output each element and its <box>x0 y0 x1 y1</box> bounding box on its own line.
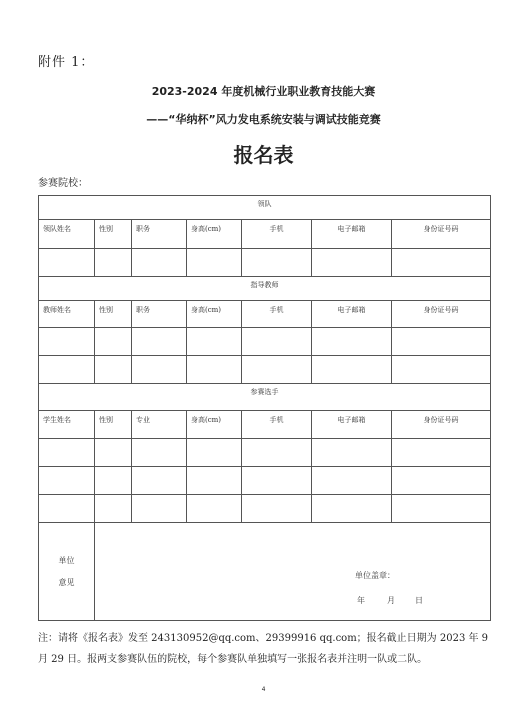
teacher-email-cell[interactable] <box>312 328 392 356</box>
player-id-cell[interactable] <box>392 467 491 495</box>
column-header: 身高(cm) <box>187 411 242 439</box>
column-header: 领队姓名 <box>39 220 95 249</box>
player-id-cell[interactable] <box>392 495 491 523</box>
teacher-name-cell[interactable] <box>39 356 95 384</box>
player-email-cell[interactable] <box>312 467 392 495</box>
teacher-phone-cell[interactable] <box>242 328 312 356</box>
leader-name-cell[interactable] <box>39 249 95 277</box>
attachment-label: 附件 1： <box>38 55 95 70</box>
form-title: 报名表 <box>233 143 294 167</box>
column-header: 电子邮箱 <box>312 301 392 328</box>
column-header: 学生姓名 <box>39 411 95 439</box>
teacher-gender-cell[interactable] <box>95 328 132 356</box>
leader-id-cell[interactable] <box>392 249 491 277</box>
date-year: 年 <box>357 596 365 605</box>
player-height-cell[interactable] <box>187 467 242 495</box>
player-name-cell[interactable] <box>39 495 95 523</box>
table-header-row <box>39 411 491 439</box>
section-leader-title: 领队 <box>39 196 491 220</box>
table-header-row <box>39 220 491 249</box>
player-gender-cell[interactable] <box>95 495 132 523</box>
table-row <box>39 495 491 523</box>
player-id-cell[interactable] <box>392 439 491 467</box>
competition-subtitle: ——“华纳杯”风力发电系统安装与调试技能竞赛 <box>146 113 381 126</box>
player-phone-cell[interactable] <box>242 467 312 495</box>
date-month: 月 <box>387 596 395 605</box>
footnote: 注：请将《报名表》发至 243130952@qq.com、29399916 qq.com；报名截止日期为 2023 年 9 月 29 日。报两支参赛队伍的院校，每个参赛队单独填写一张报名表并注明一队或二队。 <box>38 633 489 665</box>
teacher-position-cell[interactable] <box>132 356 187 384</box>
seal-label: 单位盖章： <box>355 571 395 580</box>
opinion-label-line2: 意见 <box>58 577 75 587</box>
page-number: 4 <box>261 686 266 693</box>
player-gender-cell[interactable] <box>95 439 132 467</box>
leader-phone-cell[interactable] <box>242 249 312 277</box>
school-label: 参赛院校： <box>38 178 88 189</box>
column-header: 性别 <box>95 411 132 439</box>
column-header: 身份证号码 <box>392 301 491 328</box>
table-row <box>39 328 491 356</box>
player-name-cell[interactable] <box>39 439 95 467</box>
teacher-position-cell[interactable] <box>132 328 187 356</box>
column-header: 专业 <box>132 411 187 439</box>
teacher-phone-cell[interactable] <box>242 356 312 384</box>
column-header: 电子邮箱 <box>312 411 392 439</box>
teacher-name-cell[interactable] <box>39 328 95 356</box>
player-height-cell[interactable] <box>187 439 242 467</box>
teacher-height-cell[interactable] <box>187 356 242 384</box>
column-header: 职务 <box>132 220 187 249</box>
table-row <box>39 467 491 495</box>
column-header: 手机 <box>242 220 312 249</box>
registration-table <box>38 195 491 621</box>
leader-email-cell[interactable] <box>312 249 392 277</box>
column-header: 身高(cm) <box>187 220 242 249</box>
table-row <box>39 249 491 277</box>
column-header: 性别 <box>95 220 132 249</box>
section-player-title: 参赛选手 <box>39 384 491 411</box>
leader-position-cell[interactable] <box>132 249 187 277</box>
column-header: 电子邮箱 <box>312 220 392 249</box>
column-header: 身份证号码 <box>392 411 491 439</box>
player-major-cell[interactable] <box>132 467 187 495</box>
table-header-row <box>39 301 491 328</box>
column-header: 教师姓名 <box>39 301 95 328</box>
opinion-content-cell[interactable] <box>95 523 491 621</box>
player-phone-cell[interactable] <box>242 495 312 523</box>
leader-height-cell[interactable] <box>187 249 242 277</box>
opinion-label-cell <box>39 523 95 621</box>
player-height-cell[interactable] <box>187 495 242 523</box>
player-email-cell[interactable] <box>312 439 392 467</box>
teacher-id-cell[interactable] <box>392 356 491 384</box>
table-row <box>39 439 491 467</box>
player-name-cell[interactable] <box>39 467 95 495</box>
opinion-label-line1: 单位 <box>58 555 75 565</box>
column-header: 职务 <box>132 301 187 328</box>
teacher-gender-cell[interactable] <box>95 356 132 384</box>
column-header: 性别 <box>95 301 132 328</box>
player-phone-cell[interactable] <box>242 439 312 467</box>
teacher-email-cell[interactable] <box>312 356 392 384</box>
column-header: 手机 <box>242 301 312 328</box>
column-header: 身高(cm) <box>187 301 242 328</box>
player-gender-cell[interactable] <box>95 467 132 495</box>
player-major-cell[interactable] <box>132 495 187 523</box>
player-email-cell[interactable] <box>312 495 392 523</box>
table-row <box>39 356 491 384</box>
teacher-height-cell[interactable] <box>187 328 242 356</box>
competition-title: 2023-2024 年度机械行业职业教育技能大赛 <box>151 85 376 98</box>
section-teacher-title: 指导教师 <box>39 277 491 301</box>
player-major-cell[interactable] <box>132 439 187 467</box>
teacher-id-cell[interactable] <box>392 328 491 356</box>
column-header: 身份证号码 <box>392 220 491 249</box>
leader-gender-cell[interactable] <box>95 249 132 277</box>
date-day: 日 <box>415 596 423 605</box>
column-header: 手机 <box>242 411 312 439</box>
